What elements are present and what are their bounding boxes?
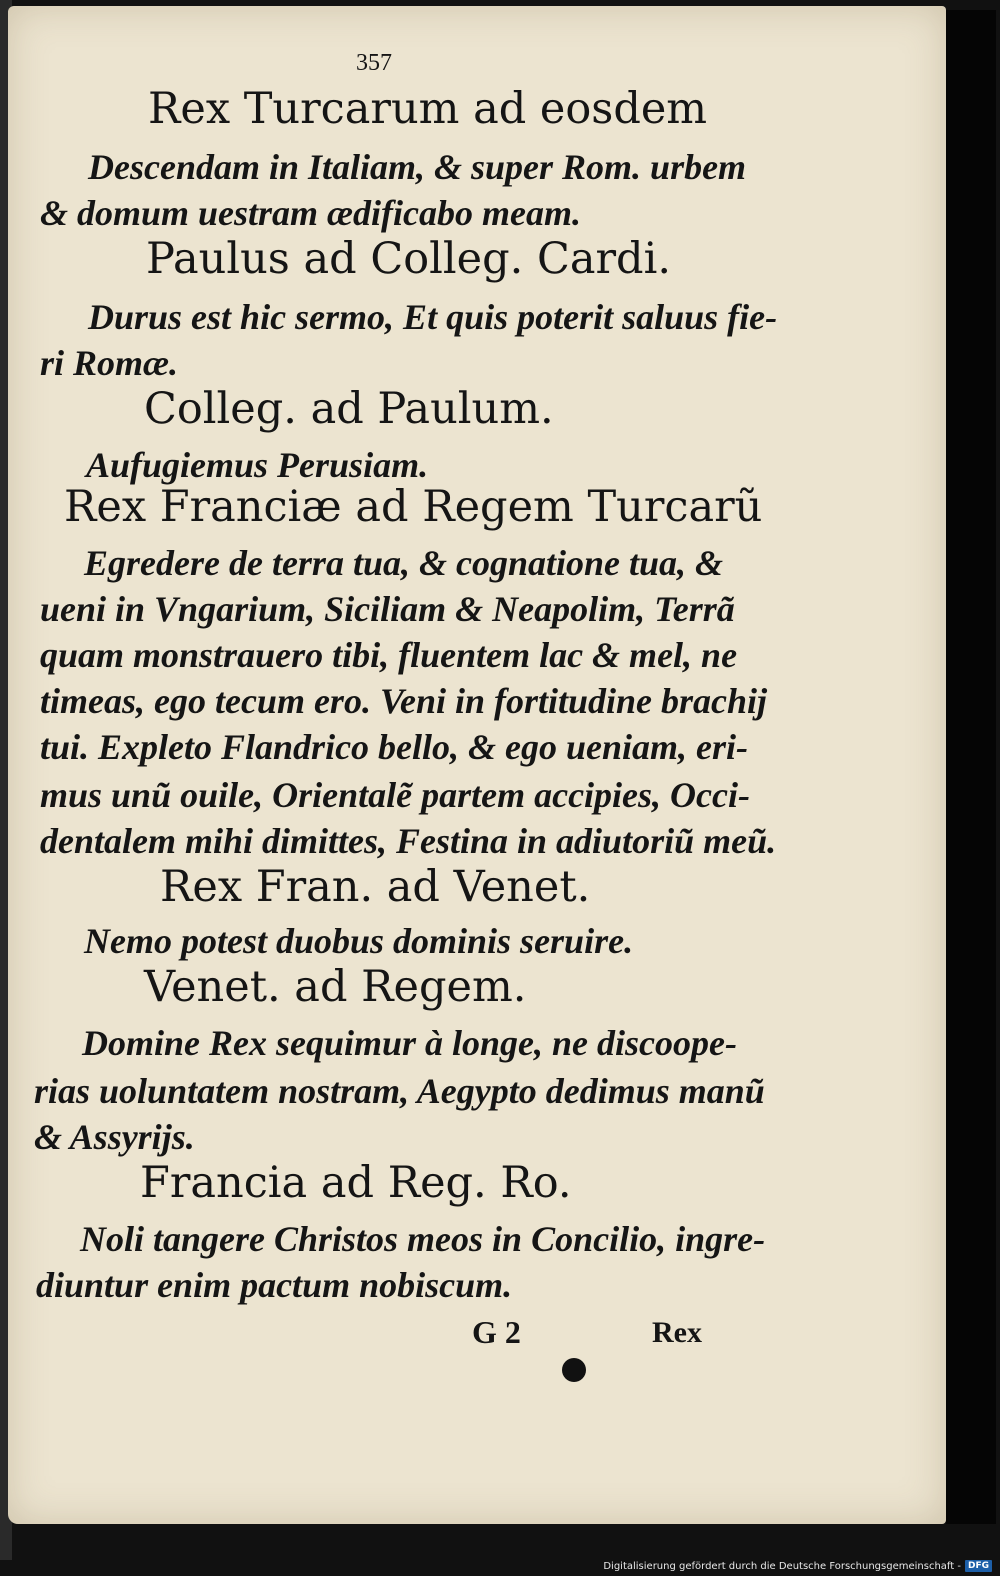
catchword: Rex — [652, 1316, 702, 1349]
heading-rex-franciae: Rex Franciæ ad Regem Turcarũ — [64, 482, 763, 532]
page-number: 357 — [356, 50, 392, 76]
scan-background — [946, 10, 996, 1524]
text-line: quam monstrauero tibi, fluentem lac & mel, ne — [40, 635, 738, 675]
heading-colleg: Colleg. ad Paulum. — [144, 384, 554, 434]
heading-venet: Venet. ad Regem. — [144, 962, 527, 1012]
text-line: diuntur enim pactum nobiscum. — [36, 1265, 513, 1305]
text-line: rias uoluntatem nostram, Aegypto dedimus manũ — [34, 1071, 765, 1111]
text-line: Aufugiemus Perusiam. — [86, 445, 429, 485]
text-line: Durus est hic sermo, Et quis poterit saluus fie- — [88, 297, 778, 337]
heading-rex-fran: Rex Fran. ad Venet. — [160, 862, 591, 912]
text-line: & domum uestram ædificabo meam. — [40, 193, 582, 233]
text-line: Egredere de terra tua, & cognatione tua, & — [84, 543, 723, 583]
heading-francia: Francia ad Reg. Ro. — [140, 1158, 572, 1208]
ink-blot — [562, 1358, 586, 1382]
text-line: dentalem mihi dimittes, Festina in adiutoriũ meũ. — [40, 821, 777, 861]
heading-rex-turcarum: Rex Turcarum ad eosdem — [148, 84, 708, 134]
text-line: Descendam in Italiam, & super Rom. urbem — [88, 147, 747, 187]
text-line: mus unũ ouile, Orientalẽ partem accipies, Occi- — [40, 775, 750, 815]
text-line: Nemo potest duobus dominis seruire. — [84, 921, 634, 961]
footer-text: Digitalisierung gefördert durch die Deutsche Forschungsgemeinschaft - — [603, 1560, 961, 1572]
digitization-footer — [603, 1559, 992, 1573]
text-line: & Assyrijs. — [34, 1117, 195, 1157]
heading-paulus: Paulus ad Colleg. Cardi. — [146, 234, 671, 284]
page-content — [8, 6, 946, 1524]
text-line: ueni in Vngarium, Siciliam & Neapolim, Terrã — [40, 589, 735, 629]
text-line: timeas, ego tecum ero. Veni in fortitudine brachij — [40, 681, 768, 721]
text-line: Domine Rex sequimur à longe, ne discoope- — [82, 1023, 737, 1063]
book-page — [8, 6, 946, 1524]
text-line: ri Romæ. — [40, 343, 179, 383]
signature-mark: G 2 — [472, 1314, 521, 1350]
text-line: Noli tangere Christos meos in Concilio, ingre- — [80, 1219, 766, 1259]
dfg-logo-icon: DFG — [965, 1560, 992, 1572]
text-line: tui. Expleto Flandrico bello, & ego ueniam, eri- — [40, 727, 749, 767]
